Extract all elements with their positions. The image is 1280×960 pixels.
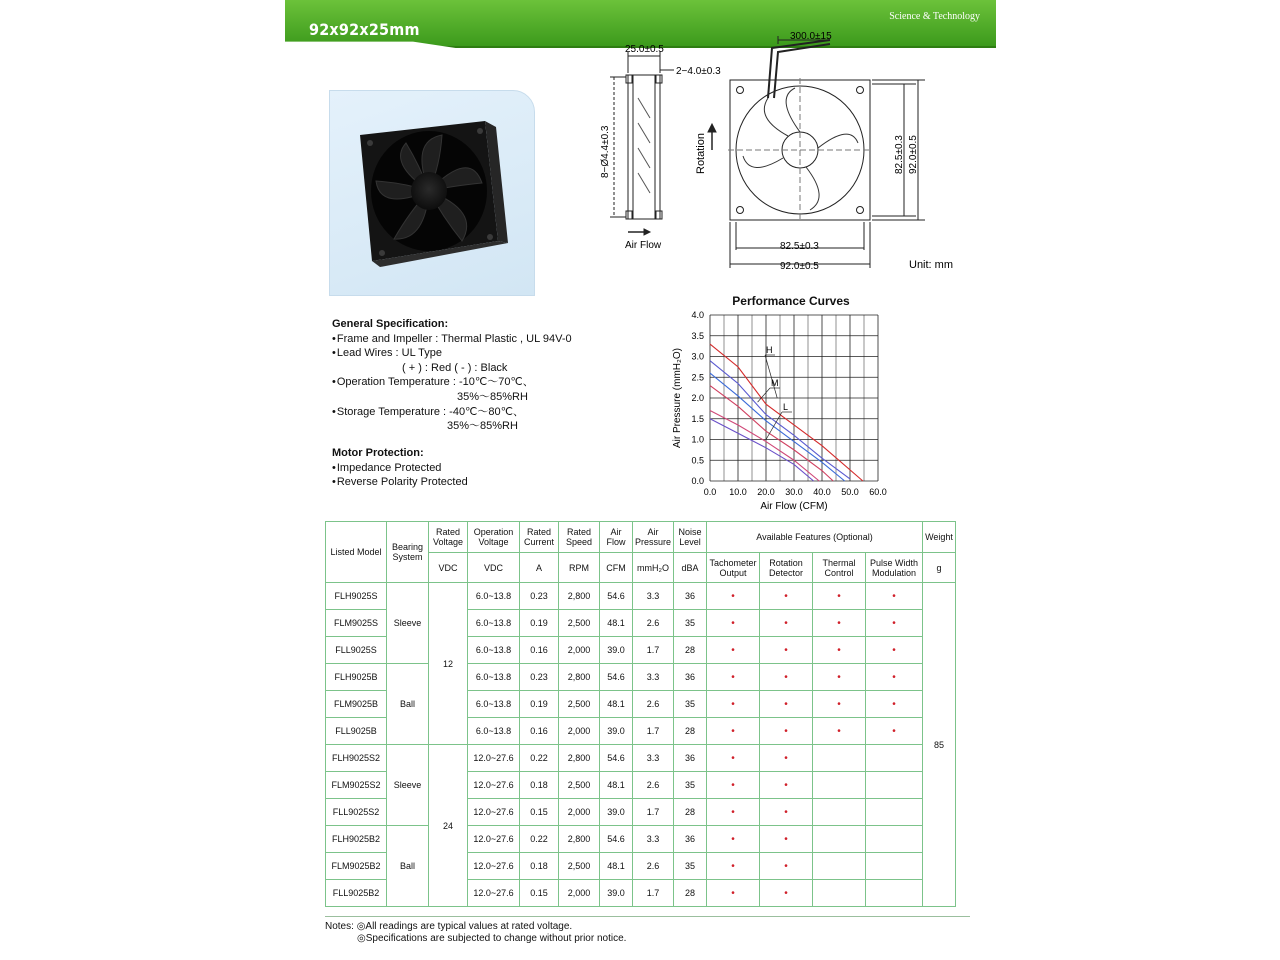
fan-photo-icon	[330, 91, 534, 295]
cell-noise: 36	[674, 664, 707, 691]
cell-operation-voltage: 6.0~13.8	[468, 718, 520, 745]
air-flow-label: Air Flow	[625, 240, 662, 251]
cell-model: FLM9025B2	[326, 853, 387, 880]
col-features: Available Features (Optional)	[707, 522, 923, 553]
series-line	[710, 386, 833, 481]
feature-dot: •	[813, 718, 866, 745]
cell-current: 0.15	[520, 799, 559, 826]
feature-dot: •	[707, 637, 760, 664]
page-title: 92x92x25mm	[309, 20, 420, 39]
cell-airflow: 54.6	[600, 745, 633, 772]
notes-label: Notes:	[325, 921, 354, 932]
cell-airflow: 48.1	[600, 853, 633, 880]
cell-noise: 36	[674, 745, 707, 772]
y-tick-label: 0.5	[691, 455, 704, 466]
feature-dot: •	[707, 718, 760, 745]
feature-dot: •	[813, 691, 866, 718]
feature-dot	[813, 853, 866, 880]
cell-current: 0.16	[520, 718, 559, 745]
cell-speed: 2,000	[559, 799, 600, 826]
feature-dot: •	[707, 853, 760, 880]
feature-dot: •	[813, 610, 866, 637]
cell-operation-voltage: 6.0~13.8	[468, 583, 520, 610]
feature-dot: •	[707, 826, 760, 853]
cell-rated-voltage: 12	[429, 583, 468, 745]
cell-airflow: 48.1	[600, 610, 633, 637]
general-spec-heading: General Specification:	[332, 318, 449, 330]
cell-pressure: 2.6	[633, 610, 674, 637]
cell-speed: 2,000	[559, 718, 600, 745]
feature-dot: •	[866, 691, 923, 718]
cell-model: FLM9025S	[326, 610, 387, 637]
feature-dot: •	[866, 610, 923, 637]
feature-dot: •	[707, 583, 760, 610]
brand-tagline: Science & Technology	[889, 11, 980, 22]
feature-dot: •	[813, 664, 866, 691]
cell-pressure: 2.6	[633, 691, 674, 718]
cell-operation-voltage: 12.0~27.6	[468, 853, 520, 880]
feature-dot: •	[760, 880, 813, 907]
table-row	[326, 826, 956, 853]
general-spec	[332, 317, 572, 434]
x-tick-label: 50.0	[841, 487, 859, 497]
unit-air-pressure: mmH₂O	[633, 553, 674, 583]
col-air-flow: Air Flow	[600, 522, 633, 553]
feature-dot: •	[760, 826, 813, 853]
cell-current: 0.22	[520, 745, 559, 772]
y-tick-label: 1.5	[691, 413, 704, 424]
feature-dot	[866, 880, 923, 907]
unit-rated-current: A	[520, 553, 559, 583]
cell-pressure: 3.3	[633, 745, 674, 772]
feature-dot	[866, 745, 923, 772]
feature-dot: •	[707, 880, 760, 907]
cell-speed: 2,500	[559, 610, 600, 637]
cell-airflow: 39.0	[600, 880, 633, 907]
body-size-h-label: 92.0±0.5	[780, 261, 819, 272]
feature-dot: •	[760, 664, 813, 691]
cell-speed: 2,800	[559, 664, 600, 691]
motor-protection-polarity: • Reverse Polarity Protected	[332, 475, 468, 490]
cell-pressure: 1.7	[633, 799, 674, 826]
feature-dot: •	[707, 664, 760, 691]
col-operation-voltage: Operation Voltage	[468, 522, 520, 553]
cell-noise: 36	[674, 583, 707, 610]
cell-speed: 2,500	[559, 772, 600, 799]
side-view	[610, 52, 674, 235]
cell-operation-voltage: 6.0~13.8	[468, 610, 520, 637]
cell-noise: 28	[674, 637, 707, 664]
cell-bearing: Ball	[387, 664, 429, 745]
feature-dot: •	[760, 637, 813, 664]
cell-pressure: 3.3	[633, 826, 674, 853]
spec-storage-rh: 35%～85%RH	[447, 420, 518, 433]
cell-speed: 2,000	[559, 637, 600, 664]
cell-speed: 2,500	[559, 691, 600, 718]
spec-lead-wires: • Lead Wires : UL Type	[332, 346, 572, 361]
table-row	[326, 745, 956, 772]
cell-speed: 2,000	[559, 880, 600, 907]
motor-protection-heading: Motor Protection:	[332, 447, 424, 459]
spec-lead-colors: ( + ) : Red ( - ) : Black	[402, 361, 508, 374]
cell-speed: 2,800	[559, 583, 600, 610]
feature-dot: •	[760, 799, 813, 826]
notes-divider	[325, 916, 970, 917]
cell-current: 0.19	[520, 691, 559, 718]
cell-bearing: Sleeve	[387, 583, 429, 664]
cell-noise: 35	[674, 610, 707, 637]
spec-storage-temp: • Storage Temperature : -40℃～80℃、	[332, 405, 572, 420]
feature-pwm: Pulse Width Modulation	[866, 553, 923, 583]
feature-dot: •	[866, 637, 923, 664]
col-weight: Weight	[923, 522, 956, 553]
cell-noise: 35	[674, 691, 707, 718]
feature-dot: •	[813, 637, 866, 664]
cell-operation-voltage: 12.0~27.6	[468, 772, 520, 799]
feature-dot	[866, 799, 923, 826]
col-rated-speed: Rated Speed	[559, 522, 600, 553]
unit-weight: g	[923, 553, 956, 583]
dimension-drawing	[600, 28, 970, 278]
cell-pressure: 3.3	[633, 664, 674, 691]
cell-speed: 2,800	[559, 745, 600, 772]
feature-dot: •	[707, 772, 760, 799]
feature-dot: •	[866, 583, 923, 610]
col-rated-voltage: Rated Voltage	[429, 522, 468, 553]
feature-dot: •	[760, 853, 813, 880]
cell-operation-voltage: 12.0~27.6	[468, 880, 520, 907]
cell-current: 0.15	[520, 880, 559, 907]
hole-dia-label: 8−Ø4.4±0.3	[600, 125, 611, 178]
feature-dot	[813, 799, 866, 826]
feature-dot: •	[760, 745, 813, 772]
unit-operation-voltage: VDC	[468, 553, 520, 583]
col-noise-level: Noise Level	[674, 522, 707, 553]
cell-airflow: 39.0	[600, 799, 633, 826]
side-width-label: 25.0±0.5	[625, 44, 664, 55]
feature-dot	[866, 853, 923, 880]
cell-airflow: 39.0	[600, 637, 633, 664]
feature-dot: •	[866, 718, 923, 745]
cell-pressure: 3.3	[633, 583, 674, 610]
spec-frame: • Frame and Impeller : Thermal Plastic , UL 94V-0	[332, 332, 572, 347]
feature-dot: •	[760, 718, 813, 745]
x-tick-label: 10.0	[729, 487, 747, 497]
front-view	[708, 36, 925, 268]
table-row	[326, 664, 956, 691]
cell-operation-voltage: 12.0~27.6	[468, 745, 520, 772]
series-label: M	[771, 378, 779, 388]
note-2: ◎Specifications are subjected to change without prior notice.	[357, 932, 627, 944]
cell-pressure: 1.7	[633, 880, 674, 907]
cell-current: 0.18	[520, 772, 559, 799]
cell-operation-voltage: 6.0~13.8	[468, 664, 520, 691]
feature-dot: •	[866, 664, 923, 691]
unit-rated-voltage: VDC	[429, 553, 468, 583]
unit-label: Unit: mm	[909, 259, 953, 271]
feature-rotation-detector: Rotation Detector	[760, 553, 813, 583]
spec-table	[325, 521, 956, 907]
cell-noise: 35	[674, 772, 707, 799]
x-tick-label: 20.0	[757, 487, 775, 497]
spec-table-body	[326, 583, 956, 907]
feature-dot	[813, 880, 866, 907]
cable-length-label: 300.0±15	[790, 31, 832, 42]
cell-model: FLH9025B	[326, 664, 387, 691]
cell-pressure: 1.7	[633, 718, 674, 745]
unit-air-flow: CFM	[600, 553, 633, 583]
chart-title: Performance Curves	[732, 294, 850, 308]
feature-dot: •	[707, 799, 760, 826]
feature-dot	[866, 826, 923, 853]
series-line	[710, 410, 819, 481]
cell-operation-voltage: 6.0~13.8	[468, 637, 520, 664]
cell-current: 0.19	[520, 610, 559, 637]
cell-pressure: 1.7	[633, 637, 674, 664]
rotation-label: Rotation	[695, 133, 707, 174]
y-tick-label: 3.0	[691, 351, 704, 362]
cell-model: FLL9025B	[326, 718, 387, 745]
cell-current: 0.18	[520, 853, 559, 880]
cell-operation-voltage: 6.0~13.8	[468, 691, 520, 718]
feature-dot	[813, 826, 866, 853]
cell-current: 0.16	[520, 637, 559, 664]
cell-weight: 85	[923, 583, 956, 907]
motor-protection-impedance: • Impedance Protected	[332, 461, 468, 476]
x-tick-label: 0.0	[703, 487, 717, 497]
unit-rated-speed: RPM	[559, 553, 600, 583]
feature-dot: •	[760, 610, 813, 637]
body-size-v-label: 92.0±0.5	[908, 135, 919, 174]
feature-dot	[813, 745, 866, 772]
spec-operation-rh: 35%～85%RH	[457, 390, 528, 403]
cell-bearing: Sleeve	[387, 745, 429, 826]
col-rated-current: Rated Current	[520, 522, 559, 553]
cell-bearing: Ball	[387, 826, 429, 907]
cell-noise: 28	[674, 718, 707, 745]
cell-airflow: 48.1	[600, 691, 633, 718]
col-air-pressure: Air Pressure	[633, 522, 674, 553]
hole-depth-label: 2−4.0±0.3	[676, 66, 721, 77]
table-row	[326, 583, 956, 610]
cell-model: FLH9025B2	[326, 826, 387, 853]
feature-dot: •	[760, 583, 813, 610]
cell-noise: 36	[674, 826, 707, 853]
feature-dot	[813, 772, 866, 799]
col-listed-model: Listed Model	[326, 522, 387, 583]
y-tick-label: 2.0	[691, 393, 704, 403]
cell-model: FLH9025S2	[326, 745, 387, 772]
hole-pitch-v-label: 82.5±0.3	[894, 135, 905, 174]
cell-pressure: 2.6	[633, 853, 674, 880]
product-photo-panel	[329, 90, 535, 296]
y-tick-label: 0.0	[691, 476, 704, 486]
feature-dot: •	[760, 691, 813, 718]
feature-dot: •	[760, 772, 813, 799]
x-tick-label: 30.0	[785, 487, 803, 497]
series-label: H	[766, 345, 773, 355]
cell-noise: 28	[674, 799, 707, 826]
cell-speed: 2,500	[559, 853, 600, 880]
feature-tachometer: Tachometer Output	[707, 553, 760, 583]
cell-model: FLL9025S2	[326, 799, 387, 826]
feature-dot: •	[707, 610, 760, 637]
cell-operation-voltage: 12.0~27.6	[468, 799, 520, 826]
cell-airflow: 39.0	[600, 718, 633, 745]
notes	[325, 921, 626, 944]
cell-model: FLL9025B2	[326, 880, 387, 907]
y-tick-label: 4.0	[691, 310, 704, 320]
cell-noise: 35	[674, 853, 707, 880]
cell-operation-voltage: 12.0~27.6	[468, 826, 520, 853]
cell-model: FLM9025B	[326, 691, 387, 718]
feature-dot: •	[813, 583, 866, 610]
x-axis-label: Air Flow (CFM)	[760, 501, 828, 512]
feature-dot	[866, 772, 923, 799]
cell-speed: 2,800	[559, 826, 600, 853]
cell-noise: 28	[674, 880, 707, 907]
cell-current: 0.23	[520, 664, 559, 691]
spec-operation-temp: • Operation Temperature : -10℃～70℃、	[332, 375, 572, 390]
feature-dot: •	[707, 691, 760, 718]
motor-protection	[332, 446, 468, 490]
cell-pressure: 2.6	[633, 772, 674, 799]
cell-current: 0.22	[520, 826, 559, 853]
y-tick-label: 1.0	[691, 434, 704, 445]
cell-current: 0.23	[520, 583, 559, 610]
series-line	[710, 373, 845, 481]
cell-airflow: 54.6	[600, 583, 633, 610]
note-1: ◎All readings are typical values at rated voltage.	[356, 921, 573, 932]
y-tick-label: 2.5	[691, 372, 704, 383]
series-label: L	[783, 402, 789, 412]
cell-model: FLH9025S	[326, 583, 387, 610]
cell-model: FLM9025S2	[326, 772, 387, 799]
feature-thermal-control: Thermal Control	[813, 553, 866, 583]
cell-rated-voltage: 24	[429, 745, 468, 907]
col-bearing: Bearing System	[387, 522, 429, 583]
y-axis-label: Air Pressure (mmH₂O)	[672, 348, 683, 448]
x-tick-label: 40.0	[813, 487, 831, 497]
hole-pitch-h-label: 82.5±0.3	[780, 241, 819, 252]
cell-airflow: 54.6	[600, 826, 633, 853]
cell-model: FLL9025S	[326, 637, 387, 664]
feature-dot: •	[707, 745, 760, 772]
x-tick-label: 60.0	[869, 487, 887, 497]
cell-airflow: 54.6	[600, 664, 633, 691]
y-tick-label: 3.5	[691, 330, 704, 341]
unit-noise-level: dBA	[674, 553, 707, 583]
performance-chart	[660, 306, 900, 516]
cell-airflow: 48.1	[600, 772, 633, 799]
